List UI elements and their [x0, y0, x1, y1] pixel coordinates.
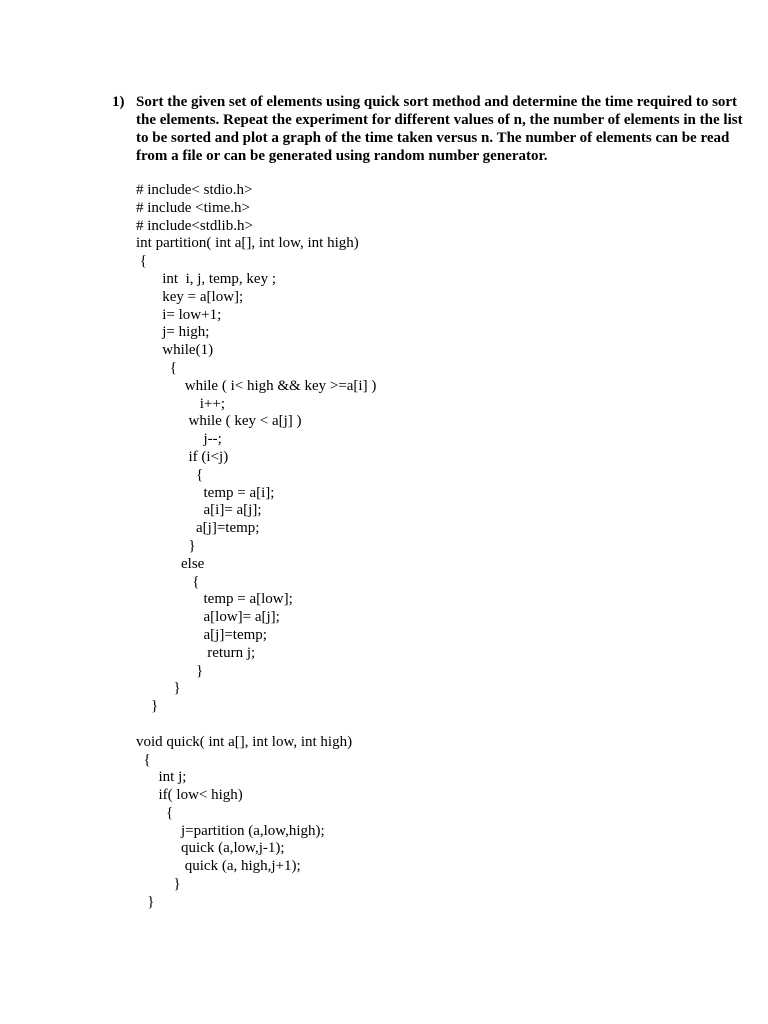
code-line: j= high;: [136, 324, 210, 341]
code-line: return j;: [136, 644, 256, 661]
code-line: i= low+1;: [136, 306, 222, 323]
code-line: while ( key < a[j] ): [136, 413, 302, 430]
code-line: {: [136, 359, 177, 376]
question-line: from a file or can be generated using random number generator.: [136, 148, 548, 164]
code-line: {: [136, 253, 147, 270]
code-line: else: [136, 555, 205, 572]
code-line: # include< stdio.h>: [136, 182, 253, 198]
code-line: temp = a[low];: [136, 591, 293, 608]
code-line: a[j]=temp;: [136, 520, 260, 537]
code-line: i++;: [136, 395, 226, 412]
code-line: {: [136, 573, 200, 590]
code-line: }: [136, 876, 181, 893]
code-line: while ( i< high && key >=a[i] ): [136, 377, 377, 394]
code-line: quick (a, high,j+1);: [136, 858, 301, 875]
code-line: key = a[low];: [136, 288, 244, 305]
code-line: {: [136, 466, 204, 483]
code-line: j--;: [136, 431, 222, 448]
code-line: }: [136, 537, 196, 554]
code-line: }: [136, 662, 204, 679]
code-line: void quick( int a[], int low, int high): [136, 733, 353, 750]
code-line: }: [136, 893, 155, 910]
question-text: [136, 93, 752, 165]
code-line: }: [136, 680, 181, 697]
code-line: }: [136, 698, 159, 715]
code-line: {: [136, 751, 151, 768]
question-number: 1): [112, 94, 125, 110]
code-line: if (i<j): [136, 448, 229, 465]
code-line: a[i]= a[j];: [136, 502, 262, 519]
code-line: [136, 716, 736, 734]
code-line: j=partition (a,low,high);: [136, 822, 325, 839]
code-line: int j;: [136, 769, 187, 786]
code-line: a[low]= a[j];: [136, 609, 280, 626]
code-line: # include<stdlib.h>: [136, 217, 253, 234]
code-line: {: [136, 804, 174, 821]
code-line: a[j]=temp;: [136, 626, 267, 643]
question-line: Sort the given set of elements using quick sort method and determine the time required to sort: [136, 94, 738, 110]
code-line: while(1): [136, 342, 214, 359]
code-line: # include <time.h>: [136, 199, 250, 216]
code-line: quick (a,low,j-1);: [136, 840, 285, 857]
code-line: if( low< high): [136, 787, 243, 804]
code-line: temp = a[i];: [136, 484, 275, 501]
code-block: [136, 182, 736, 912]
code-line: int i, j, temp, key ;: [136, 270, 276, 287]
question-line: to be sorted and plot a graph of the time taken versus n. The number of elements can be read: [136, 130, 730, 146]
question-line: the elements. Repeat the experiment for different values of n, the number of elements in the list: [136, 112, 743, 128]
code-line: int partition( int a[], int low, int high): [136, 235, 359, 252]
